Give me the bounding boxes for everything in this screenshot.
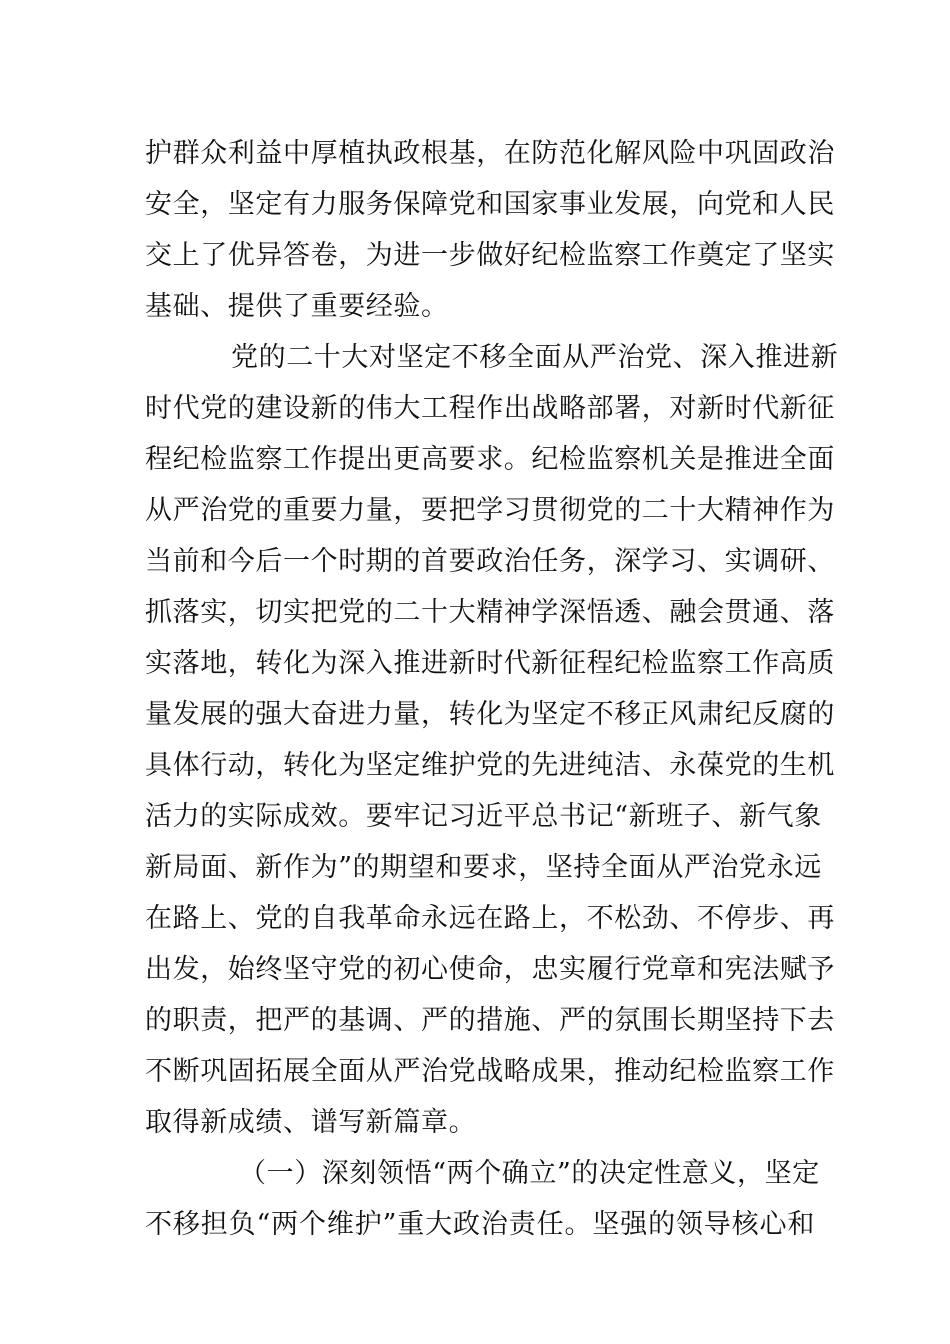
text-line: 不移担负“两个维护”重大政治责任。坚强的领导核心和 <box>145 1209 815 1240</box>
text-line: 不断巩固拓展全面从严治党战略成果，推动纪检监察工作 <box>145 1056 835 1087</box>
text-line: 的职责，把严的基调、严的措施、严的氛围长期坚持下去 <box>145 1005 835 1036</box>
text-line: 安全，坚定有力服务保障党和国家事业发展，向党和人民 <box>145 189 835 220</box>
text-line: 具体行动，转化为坚定维护党的先进纯洁、永葆党的生机 <box>145 750 835 781</box>
text-line: 抓落实，切实把党的二十大精神学深悟透、融会贯通、落 <box>145 597 835 628</box>
text-line: 从严治党的重要力量，要把学习贯彻党的二十大精神作为 <box>145 495 835 526</box>
text-line: 取得新成绩、谱写新篇章。 <box>145 1107 477 1138</box>
text-line: 出发，始终坚守党的初心使命，忠实履行党章和宪法赋予 <box>145 954 835 985</box>
text-line: 护群众利益中厚植执政根基，在防范化解风险中巩固政治 <box>145 138 835 169</box>
text-line: 新局面、新作为”的期望和要求，坚持全面从严治党永远 <box>145 852 822 883</box>
text-line: 活力的实际成效。要牢记习近平总书记“新班子、新气象 <box>145 801 822 832</box>
text-line: 当前和今后一个时期的首要政治任务，深学习、实调研、 <box>145 546 835 577</box>
text-line: 交上了优异答卷，为进一步做好纪检监察工作奠定了坚实 <box>145 240 835 271</box>
text-line: 基础、提供了重要经验。 <box>145 291 449 322</box>
text-line: 实落地，转化为深入推进新时代新征程纪检监察工作高质 <box>145 648 835 679</box>
paragraph-first-line: 党的二十大对坚定不移全面从严治党、深入推进新 <box>231 342 839 373</box>
text-line: 量发展的强大奋进力量，转化为坚定不移正风肃纪反腐的 <box>145 699 835 730</box>
section-heading-line: （一）深刻领悟“两个确立”的决定性意义，坚定 <box>239 1158 820 1189</box>
text-line: 在路上、党的自我革命永远在路上，不松劲、不停步、再 <box>145 903 835 934</box>
text-line: 时代党的建设新的伟大工程作出战略部署，对新时代新征 <box>145 393 835 424</box>
text-line: 程纪检监察工作提出更高要求。纪检监察机关是推进全面 <box>145 444 835 475</box>
